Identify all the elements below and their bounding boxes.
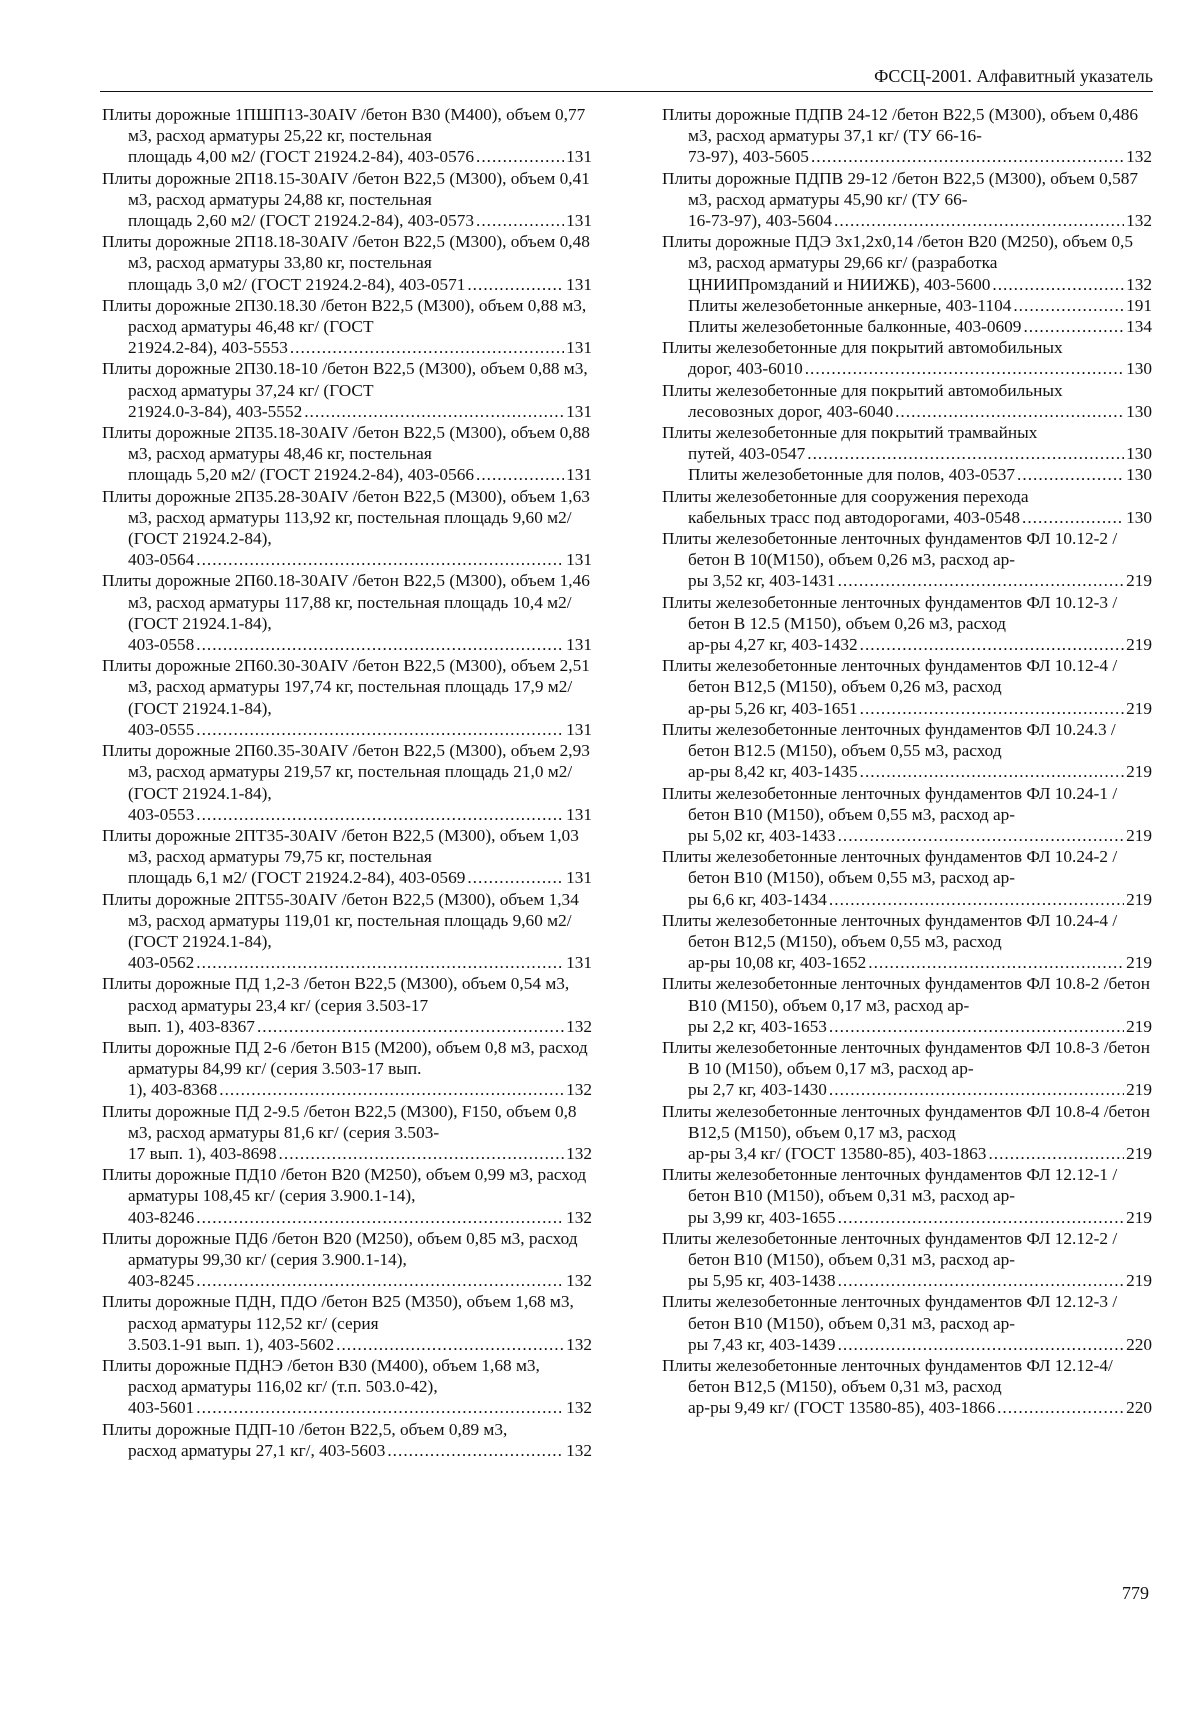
dot-leader (895, 401, 1124, 422)
entry-reference: 3.503.1-91 вып. 1), 403-5602 (128, 1334, 335, 1354)
entry-reference: дорог, 403-6010 (688, 359, 803, 379)
dot-leader (1023, 316, 1124, 337)
index-entry (662, 528, 1152, 592)
entry-reference-line (688, 358, 1152, 379)
entry-reference-line (688, 1016, 1152, 1037)
entry-text: Плиты дорожные 1ПШП13-30AIV /бетон В30 (М400), объем 0,77 м3, расход арматуры 25,22 кг, постельная (102, 105, 586, 146)
dot-leader (838, 825, 1125, 846)
entry-reference-line (688, 507, 1152, 528)
index-entry (662, 1164, 1152, 1228)
entry-reference-line (128, 952, 592, 973)
index-entry (662, 1291, 1152, 1355)
dot-leader (834, 210, 1124, 231)
entry-text: Плиты дорожные ПД6 /бетон В20 (М250), объем 0,85 м3, расход арматуры 99,30 кг/ (серия 3.900.1-14), (102, 1228, 578, 1269)
entry-page-number: 219 (1126, 1143, 1152, 1163)
entry-page-number: 131 (566, 274, 592, 294)
entry-text: Плиты дорожные ПД10 /бетон В20 (М250), объем 0,99 м3, расход арматуры 108,45 кг/ (серия 3.900.1-14), (102, 1165, 587, 1206)
entry-text: Плиты железобетонные ленточных фундаментов ФЛ 10.8-3 /бетон В 10 (М150), объем 0,17 м3, расход ар- (662, 1037, 1150, 1079)
dot-leader (860, 634, 1124, 655)
entry-reference: кабельных трасс под автодорогами, 403-0548 (688, 507, 1021, 527)
entry-reference: путей, 403-0547 (688, 444, 806, 464)
entry-reference-line (688, 1143, 1152, 1164)
index-entry (102, 825, 592, 889)
dot-leader (476, 464, 564, 485)
entry-reference-line (688, 210, 1152, 231)
entry-page-number: 132 (566, 1271, 592, 1291)
index-entry (102, 422, 592, 486)
entry-text: Плиты железобетонные для сооружения перехода (662, 486, 1029, 506)
entry-reference-line (688, 146, 1152, 167)
dot-leader (988, 1143, 1124, 1164)
dot-leader (196, 719, 564, 740)
entry-page-number: 130 (1126, 444, 1152, 464)
entry-page-number: 131 (566, 635, 592, 655)
entry-page-number: 132 (566, 1334, 592, 1354)
dot-leader (476, 210, 564, 231)
entry-page-number: 132 (1126, 211, 1152, 231)
entry-text: Плиты железобетонные для покрытий трамвайных (662, 423, 1038, 443)
entry-reference-line (688, 1334, 1152, 1355)
index-entry (662, 1228, 1152, 1292)
entry-text: Плиты дорожные ПД 2-9.5 /бетон В22,5 (М300), F150, объем 0,8 м3, расход арматуры 81,6 кг/ (серия 3.503- (102, 1101, 577, 1142)
entry-text: Плиты железобетонные ленточных фундаментов ФЛ 10.8-4 /бетон В12,5 (М150), объем 0,17 м3, расход (662, 1101, 1150, 1142)
entry-page-number: 219 (1126, 825, 1152, 845)
running-header (100, 66, 1153, 92)
entry-reference: лесовозных дорог, 403-6040 (688, 401, 894, 421)
entry-text: Плиты дорожные 2П30.18.30 /бетон В22,5 (М300), объем 0,88 м3, расход арматуры 46,48 кг/ (ГОСТ (102, 295, 587, 337)
entry-page-number: 132 (566, 1398, 592, 1418)
index-entry (662, 1037, 1152, 1101)
entry-page-number: 130 (1126, 465, 1152, 485)
dot-leader (1022, 507, 1124, 528)
entry-text: Плиты железобетонные ленточных фундаментов ФЛ 12.12-4/ бетон В12,5 (М150), объем 0,31 м3, расход (662, 1355, 1113, 1397)
index-entry (102, 231, 592, 295)
entry-reference-line (688, 1270, 1152, 1291)
dot-leader (219, 1079, 564, 1100)
entry-text: Плиты дорожные 2П18.15-30AIV /бетон В22,5 (М300), объем 0,41 м3, расход арматуры 24,88 кг, постельная (102, 168, 590, 209)
entry-reference-line (688, 295, 1152, 316)
entry-page-number: 219 (1126, 698, 1152, 718)
entry-page-number: 132 (566, 1016, 592, 1036)
entry-reference: ры 2,7 кг, 403-1430 (688, 1080, 827, 1100)
dot-leader (336, 1334, 564, 1355)
dot-leader (476, 146, 564, 167)
entry-reference-line (688, 634, 1152, 655)
entry-reference: площадь 4,00 м2/ (ГОСТ 21924.2-84), 403-0576 (128, 147, 474, 167)
entry-reference: Плиты железобетонные анкерные, 403-1104 (688, 295, 1012, 315)
index-entry (102, 740, 592, 825)
dot-leader (1017, 464, 1124, 485)
entry-reference: Плиты железобетонные балконные, 403-0609 (688, 317, 1022, 337)
entry-page-number: 131 (566, 338, 592, 358)
entry-text: Плиты железобетонные ленточных фундаментов ФЛ 10.12-4 /бетон В12,5 (М150), объем 0,26 м3, расход (662, 656, 1118, 697)
index-entry (662, 337, 1152, 379)
entry-reference-line (128, 274, 592, 295)
dot-leader (860, 761, 1124, 782)
entry-page-number: 131 (566, 465, 592, 485)
entry-reference-line (688, 698, 1152, 719)
entry-reference: ры 6,6 кг, 403-1434 (688, 889, 827, 909)
header-title: ФССЦ-2001. Алфавитный указатель (874, 66, 1153, 86)
entry-text: Плиты дорожные ПДП-10 /бетон В22,5, объем 0,89 м3, (102, 1419, 508, 1439)
entry-reference-line (128, 1207, 592, 1228)
entry-reference: ры 3,52 кг, 403-1431 (688, 571, 836, 591)
dot-leader (992, 274, 1124, 295)
index-entry (102, 1037, 592, 1101)
entry-reference: ры 5,02 кг, 403-1433 (688, 825, 836, 845)
entry-reference: 403-0558 (128, 635, 195, 655)
entry-reference: 403-0553 (128, 804, 195, 824)
index-entry (662, 422, 1152, 464)
entry-reference: 403-0564 (128, 550, 195, 570)
entry-reference-line (688, 761, 1152, 782)
entry-text: Плиты дорожные 2П35.28-30AIV /бетон В22,5 (М300), объем 1,63 м3, расход арматуры 113,92 кг, постельная площадь 9,60 м2/ (ГОСТ 21924.2-84), (102, 486, 590, 549)
entry-reference-line (688, 316, 1152, 337)
entry-reference-line (688, 889, 1152, 910)
entry-text: Плиты дорожные ПДНЭ /бетон В30 (М400), объем 1,68 м3, расход арматуры 116,02 кг/ (т.п. 503.0-42), (102, 1355, 540, 1397)
entry-reference-line (688, 1397, 1152, 1418)
dot-leader (807, 443, 1124, 464)
entry-reference-line (128, 1016, 592, 1037)
page-number: 779 (1122, 1583, 1149, 1603)
dot-leader (387, 1440, 564, 1461)
entry-page-number: 219 (1126, 1271, 1152, 1291)
index-entry (102, 1419, 592, 1461)
entry-page-number: 132 (1126, 274, 1152, 294)
entry-page-number: 131 (566, 147, 592, 167)
entry-text: Плиты железобетонные ленточных фундаментов ФЛ 10.24.3 /бетон В12.5 (М150), объем 0,55 м3, расход (662, 719, 1116, 761)
dot-leader (196, 634, 564, 655)
entry-text: Плиты железобетонные ленточных фундаментов ФЛ 12.12-2 /бетон В10 (М150), объем 0,31 м3, расход ар- (662, 1228, 1118, 1269)
entry-reference: ар-ры 4,27 кг, 403-1432 (688, 635, 858, 655)
entry-page-number: 219 (1126, 571, 1152, 591)
entry-page-number: 219 (1126, 762, 1152, 782)
entry-reference-line (128, 634, 592, 655)
entry-reference: 16-73-97), 403-5604 (688, 211, 832, 231)
dot-leader (196, 549, 564, 570)
dot-leader (257, 1016, 564, 1037)
entry-reference-line (128, 464, 592, 485)
entry-reference-line (688, 401, 1152, 422)
entry-reference: ры 5,95 кг, 403-1438 (688, 1271, 836, 1291)
entry-page-number: 130 (1126, 507, 1152, 527)
dot-leader (868, 952, 1124, 973)
index-entry (102, 295, 592, 359)
entry-reference-line (128, 549, 592, 570)
dot-leader (860, 698, 1124, 719)
entry-page-number: 219 (1126, 1016, 1152, 1036)
dot-leader (1013, 295, 1124, 316)
dot-leader (196, 804, 564, 825)
dot-leader (997, 1397, 1124, 1418)
entry-text: Плиты железобетонные ленточных фундаментов ФЛ 10.24-1 /бетон В10 (М150), объем 0,55 м3, расход ар- (662, 783, 1118, 824)
entry-page-number: 219 (1126, 1080, 1152, 1100)
entry-reference-line (128, 1079, 592, 1100)
entry-reference: ар-ры 8,42 кг, 403-1435 (688, 762, 858, 782)
dot-leader (196, 1270, 564, 1291)
entry-text: Плиты дорожные 2П60.30-30AIV /бетон В22,5 (М300), объем 2,51 м3, расход арматуры 197,74 кг, постельная площадь 17,9 м2/ (ГОСТ 21924.1-84), (102, 656, 590, 718)
index-column-left (102, 104, 592, 1461)
entry-page-number: 131 (566, 868, 592, 888)
index-entry (662, 846, 1152, 910)
entry-reference-line (688, 1207, 1152, 1228)
entry-text: Плиты дорожные ПДН, ПДО /бетон В25 (М350), объем 1,68 м3, расход арматуры 112,52 кг/ (серия (102, 1292, 574, 1333)
entry-reference: ар-ры 5,26 кг, 403-1651 (688, 698, 858, 718)
index-entry (662, 783, 1152, 847)
entry-text: Плиты дорожные 2П60.18-30AIV /бетон В22,5 (М300), объем 1,46 м3, расход арматуры 117,88 кг, постельная площадь 10,4 м2/ (ГОСТ 21924.1-84), (102, 571, 590, 633)
entry-reference-line (128, 1334, 592, 1355)
index-entry (102, 889, 592, 974)
entry-reference-line (128, 337, 592, 358)
entry-text: Плиты дорожные 2П30.18-10 /бетон В22,5 (М300), объем 0,88 м3, расход арматуры 37,24 кг/ (ГОСТ (102, 359, 588, 400)
entry-reference: вып. 1), 403-8367 (128, 1016, 255, 1036)
index-entry (102, 1355, 592, 1419)
entry-reference-line (128, 1440, 592, 1461)
entry-text: Плиты железобетонные ленточных фундаментов ФЛ 12.12-3 /бетон В10 (М150), объем 0,31 м3, расход ар- (662, 1292, 1118, 1333)
entry-text: Плиты железобетонные ленточных фундаментов ФЛ 10.24-4 /бетон В12,5 (М150), объем 0,55 м3, расход (662, 910, 1118, 951)
index-entry (662, 655, 1152, 719)
dot-leader (805, 358, 1124, 379)
entry-reference: ар-ры 9,49 кг/ (ГОСТ 13580-85), 403-1866 (688, 1398, 996, 1418)
index-column-right (662, 104, 1152, 1419)
entry-reference-line (688, 952, 1152, 973)
dot-leader (829, 1016, 1124, 1037)
entry-reference: 73-97), 403-5605 (688, 147, 809, 167)
entry-reference-line (688, 464, 1152, 485)
entry-text: Плиты дорожные 2П60.35-30AIV /бетон В22,5 (М300), объем 2,93 м3, расход арматуры 219,57 кг, постельная площадь 21,0 м2/ (ГОСТ 21924.1-84), (102, 741, 590, 803)
dot-leader (838, 1334, 1125, 1355)
entry-page-number: 219 (1126, 1207, 1152, 1227)
dot-leader (811, 146, 1124, 167)
entry-reference-line (688, 570, 1152, 591)
entry-reference: ры 2,2 кг, 403-1653 (688, 1016, 827, 1036)
entry-reference-line (128, 867, 592, 888)
index-entry (662, 1101, 1152, 1165)
index-entry (662, 719, 1152, 783)
entry-page-number: 219 (1126, 889, 1152, 909)
entry-reference-line (128, 210, 592, 231)
entry-reference: 403-5601 (128, 1398, 195, 1418)
entry-reference-line (688, 825, 1152, 846)
index-entry (102, 973, 592, 1037)
entry-reference: 403-8246 (128, 1207, 195, 1227)
index-entry (102, 1228, 592, 1292)
entry-text: Плиты дорожные ПДПВ 29-12 /бетон В22,5 (М300), объем 0,587 м3, расход арматуры 45,90 кг/ (ТУ 66- (662, 168, 1138, 209)
index-entry (662, 295, 1152, 316)
entry-reference-line (128, 1270, 592, 1291)
index-entry (102, 1101, 592, 1165)
dot-leader (196, 1207, 564, 1228)
entry-page-number: 219 (1126, 635, 1152, 655)
entry-page-number: 131 (566, 804, 592, 824)
entry-text: Плиты дорожные 2П35.18-30AIV /бетон В22,5 (М300), объем 0,88 м3, расход арматуры 48,46 кг, постельная (102, 423, 590, 464)
entry-reference: 17 вып. 1), 403-8698 (128, 1143, 277, 1163)
entry-page-number: 132 (566, 1143, 592, 1163)
dot-leader (838, 1270, 1125, 1291)
entry-text: Плиты дорожные ПД 1,2-3 /бетон В22,5 (М300), объем 0,54 м3, расход арматуры 23,4 кг/ (серия 3.503-17 (102, 974, 570, 1015)
dot-leader (467, 274, 564, 295)
entry-page-number: 220 (1126, 1398, 1152, 1418)
entry-page-number: 132 (1126, 147, 1152, 167)
entry-reference: ры 3,99 кг, 403-1655 (688, 1207, 836, 1227)
dot-leader (829, 889, 1124, 910)
index-entry (662, 464, 1152, 485)
dot-leader (838, 570, 1125, 591)
entry-page-number: 132 (566, 1440, 592, 1460)
entry-page-number: 220 (1126, 1334, 1152, 1354)
entry-reference: площадь 5,20 м2/ (ГОСТ 21924.2-84), 403-0566 (128, 465, 474, 485)
entry-page-number: 131 (566, 211, 592, 231)
index-entry (662, 486, 1152, 528)
index-entry (102, 1291, 592, 1355)
entry-text: Плиты железобетонные ленточных фундаментов ФЛ 10.8-2 /бетон В10 (М150), объем 0,17 м3, расход ар- (662, 974, 1150, 1015)
entry-reference: ЦНИИПромзданий и НИИЖБ), 403-5600 (688, 274, 991, 294)
entry-text: Плиты дорожные 2ПТ55-30AIV /бетон В22,5 (М300), объем 1,34 м3, расход арматуры 119,01 кг, постельная площадь 9,60 м2/ (ГОСТ 21924.1-84), (102, 889, 579, 951)
index-entry (662, 910, 1152, 974)
index-entry (662, 231, 1152, 295)
entry-reference: 1), 403-8368 (128, 1080, 218, 1100)
entry-page-number: 191 (1126, 295, 1152, 315)
entry-reference-line (688, 274, 1152, 295)
entry-page-number: 219 (1126, 953, 1152, 973)
entry-page-number: 130 (1126, 359, 1152, 379)
entry-page-number: 131 (566, 550, 592, 570)
index-entry (662, 168, 1152, 232)
entry-reference: расход арматуры 27,1 кг/, 403-5603 (128, 1440, 386, 1460)
entry-text: Плиты железобетонные ленточных фундаментов ФЛ 10.24-2 /бетон В10 (М150), объем 0,55 м3, расход ар- (662, 847, 1118, 888)
entry-reference: 21924.2-84), 403-5553 (128, 338, 288, 358)
dot-leader (279, 1143, 565, 1164)
index-entry (102, 570, 592, 655)
entry-text: Плиты дорожные ПДЭ 3х1,2х0,14 /бетон В20 (М250), объем 0,5 м3, расход арматуры 29,66 кг/ (разработка (662, 232, 1134, 273)
entry-text: Плиты дорожные ПДПВ 24-12 /бетон В22,5 (М300), объем 0,486 м3, расход арматуры 37,1 кг/ (ТУ 66-16- (662, 105, 1138, 146)
entry-text: Плиты железобетонные ленточных фундаментов ФЛ 10.12-2 /бетон В 10(М150), объем 0,26 м3, расход ар- (662, 529, 1118, 570)
dot-leader (467, 867, 564, 888)
entry-reference-line (128, 146, 592, 167)
entry-reference-line (128, 401, 592, 422)
entry-reference: площадь 6,1 м2/ (ГОСТ 21924.2-84), 403-0569 (128, 868, 466, 888)
entry-page-number: 131 (566, 401, 592, 421)
dot-leader (829, 1079, 1124, 1100)
index-entry (662, 316, 1152, 337)
index-entry (662, 592, 1152, 656)
index-entry (662, 973, 1152, 1037)
index-entry (102, 1164, 592, 1228)
entry-reference: ры 7,43 кг, 403-1439 (688, 1334, 836, 1354)
entry-reference-line (688, 443, 1152, 464)
entry-reference-line (688, 1079, 1152, 1100)
entry-text: Плиты железобетонные ленточных фундаментов ФЛ 10.12-3 /бетон В 12.5 (М150), объем 0,26 м3, расход (662, 592, 1118, 633)
index-entry (102, 104, 592, 168)
entry-page-number: 132 (566, 1207, 592, 1227)
dot-leader (196, 952, 564, 973)
index-entry (662, 104, 1152, 168)
entry-reference: площадь 3,0 м2/ (ГОСТ 21924.2-84), 403-0571 (128, 274, 466, 294)
entry-page-number: 131 (566, 953, 592, 973)
entry-text: Плиты железобетонные для покрытий автомобильных (662, 380, 1063, 400)
index-entry (102, 358, 592, 422)
entry-text: Плиты дорожные ПД 2-6 /бетон В15 (М200), объем 0,8 м3, расход арматуры 84,99 кг/ (серия 3.503-17 вып. (102, 1037, 588, 1079)
entry-page-number: 130 (1126, 401, 1152, 421)
entry-text: Плиты железобетонные для покрытий автомобильных (662, 338, 1063, 358)
entry-reference-line (128, 804, 592, 825)
entry-reference-line (128, 719, 592, 740)
entry-reference: Плиты железобетонные для полов, 403-0537 (688, 465, 1016, 485)
index-entry (102, 486, 592, 571)
entry-page-number: 134 (1126, 317, 1152, 337)
entry-page-number: 132 (566, 1080, 592, 1100)
entry-reference: 403-8245 (128, 1271, 195, 1291)
index-entry (662, 1355, 1152, 1419)
dot-leader (290, 337, 564, 358)
entry-reference-line (128, 1143, 592, 1164)
entry-reference: ар-ры 10,08 кг, 403-1652 (688, 953, 867, 973)
dot-leader (196, 1397, 564, 1418)
entry-reference: 403-0562 (128, 953, 195, 973)
entry-reference: ар-ры 3,4 кг/ (ГОСТ 13580-85), 403-1863 (688, 1143, 987, 1163)
entry-page-number: 131 (566, 719, 592, 739)
index-entry (662, 380, 1152, 422)
entry-reference: 403-0555 (128, 719, 195, 739)
index-entry (102, 168, 592, 232)
index-entry (102, 655, 592, 740)
dot-leader (838, 1207, 1125, 1228)
entry-text: Плиты дорожные 2ПТ35-30AIV /бетон В22,5 (М300), объем 1,03 м3, расход арматуры 79,75 кг, постельная (102, 825, 579, 867)
entry-reference: площадь 2,60 м2/ (ГОСТ 21924.2-84), 403-0573 (128, 211, 474, 231)
dot-leader (304, 401, 564, 422)
entry-text: Плиты железобетонные ленточных фундаментов ФЛ 12.12-1 /бетон В10 (М150), объем 0,31 м3, расход ар- (662, 1165, 1118, 1206)
entry-text: Плиты дорожные 2П18.18-30AIV /бетон В22,5 (М300), объем 0,48 м3, расход арматуры 33,80 кг, постельная (102, 232, 590, 273)
entry-reference-line (128, 1397, 592, 1418)
entry-reference: 21924.0-3-84), 403-5552 (128, 401, 303, 421)
